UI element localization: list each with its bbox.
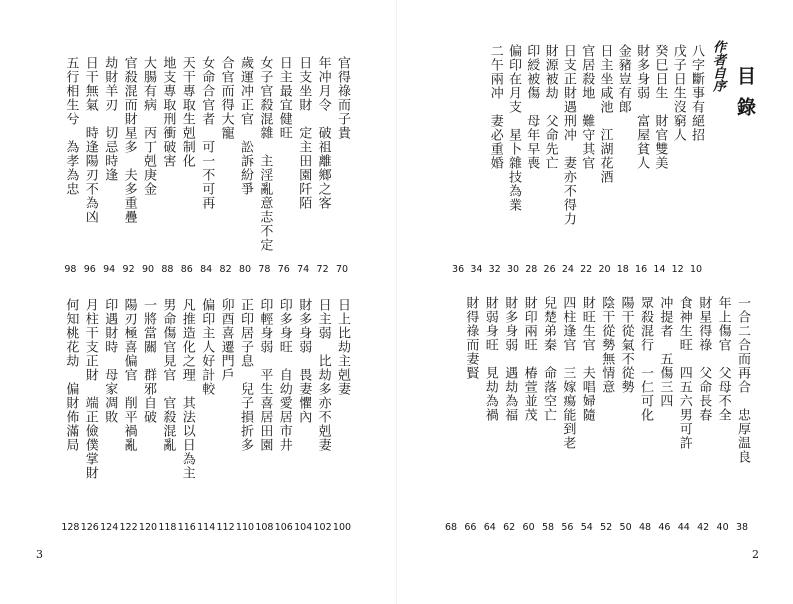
toc-entry: [62, 56, 78, 278]
toc-entry-title: 印遇財時 母家凋敗: [102, 298, 118, 424]
toc-entry: [198, 56, 214, 278]
toc-entry-page-number: 92: [122, 264, 135, 275]
toc-entry-page-number: 34: [470, 264, 483, 275]
toc-entry: [633, 44, 649, 278]
author-preface-heading: 作者自序: [710, 40, 725, 92]
toc-entry-title: 一合二合而再合 忠厚温良: [735, 296, 750, 464]
toc-entry-page-number: 102: [313, 522, 332, 533]
page-gutter: [396, 0, 397, 604]
toc-entry-title: 歲運冲正官 訟訴紛爭: [238, 56, 253, 196]
toc-entry: [121, 298, 137, 536]
toc-entry-title: 冲提者 五傷三四: [657, 296, 673, 408]
toc-entry-title: 偏印主人好計較: [199, 298, 215, 396]
toc-entry: [521, 296, 537, 536]
toc-entry-title: 偏印在月支 星卜雜技為業: [506, 44, 521, 212]
toc-entry-title: 男命傷官見官 官殺混亂: [160, 298, 176, 452]
toc-entry-title: 財多身弱 遇劫為福: [502, 296, 518, 422]
toc-entry-page-number: 128: [61, 522, 80, 533]
toc-entry-title: 官得祿而子貴: [335, 56, 350, 140]
toc-entry: [295, 56, 311, 278]
toc-entry: [82, 298, 98, 536]
toc-entry-page-number: 110: [235, 522, 255, 533]
toc-entry-title: 日支正財遇刑冲 妻亦不得力: [560, 44, 576, 226]
toc-entry-page-number: 124: [100, 522, 119, 533]
toc-entry: [237, 298, 253, 536]
toc-entry-title: 女子官殺混雜 主淫亂意志不定: [257, 56, 273, 252]
toc-entry: [542, 44, 558, 278]
toc-entry: [734, 296, 750, 536]
toc-entry: [462, 296, 478, 536]
toc-entry: [597, 44, 613, 278]
toc-entry: [101, 56, 117, 278]
toc-entry: [218, 298, 234, 536]
toc-entry-page-number: 96: [83, 264, 96, 275]
toc-entry-title: 官居殺地 難守其官: [579, 44, 595, 170]
toc-entry-title: 癸巳日生 財官雙美: [652, 44, 668, 170]
toc-entry-page-number: 46: [658, 522, 671, 533]
toc-entry: [618, 296, 634, 536]
toc-entry-title: 財得祿而妻賢: [463, 296, 479, 380]
toc-entry: [276, 56, 292, 278]
toc-entry-page-number: 56: [561, 522, 574, 533]
toc-entry-page-number: 88: [161, 264, 174, 275]
toc-entry-title: 財星得祿 父命長春: [696, 296, 712, 422]
toc-entry-page-number: 64: [483, 522, 496, 533]
toc-entry-page-number: 42: [697, 522, 710, 533]
toc-entry-page-number: 98: [64, 264, 77, 275]
toc-entry: [560, 44, 576, 278]
toc-heading: 目錄: [734, 66, 756, 128]
toc-entry-page-number: 86: [180, 264, 193, 275]
toc-entry: [334, 56, 350, 278]
toc-entry: [637, 296, 653, 536]
toc-entry-title: 合官而得大寵: [218, 56, 234, 140]
toc-entry: [676, 296, 692, 536]
left-page-number: 3: [36, 548, 43, 561]
toc-entry: [140, 56, 156, 278]
toc-entry: [656, 296, 672, 536]
toc-entry-page-number: 72: [316, 264, 329, 275]
toc-entry: [688, 44, 704, 278]
toc-entry-title: 日支坐財 定主田園阡陌: [296, 56, 312, 210]
toc-entry: [615, 44, 631, 278]
toc-entry-title: 月柱干支正財 端正儉僕掌財: [82, 298, 98, 480]
toc-entry-title: 陽刃極喜偏官 削平禍亂: [121, 298, 137, 452]
toc-entry-page-number: 78: [258, 264, 271, 275]
toc-entry: [468, 44, 484, 278]
toc-entry-title: 官殺混而財星多 夫多重疊: [121, 56, 137, 224]
toc-entry-title: 卯酉喜遷門戶: [218, 298, 234, 382]
toc-entry-title: 地支專取刑衝破害: [160, 56, 176, 168]
toc-entry-page-number: 12: [671, 264, 684, 275]
toc-entry: [256, 298, 272, 536]
toc-entry-page-number: 58: [541, 522, 555, 533]
toc-entry-page-number: 22: [580, 264, 593, 275]
toc-entry: [315, 56, 331, 278]
toc-entry: [443, 296, 459, 536]
toc-entry-title: 財源被劫 父命先亡: [542, 44, 558, 170]
toc-entry-page-number: 100: [332, 522, 352, 533]
toc-entry-page-number: 60: [522, 522, 535, 533]
toc-entry-page-number: 20: [598, 264, 611, 275]
toc-entry-title: 陽干從氣不從勢: [618, 296, 634, 394]
toc-entry-page-number: 54: [580, 522, 593, 533]
toc-entry-title: 何知桃花劫 偏財佈滿局: [63, 298, 79, 452]
toc-entry-page-number: 68: [444, 522, 458, 533]
toc-entry-title: 陰干從勢無情意: [599, 296, 615, 394]
toc-entry: [715, 296, 731, 536]
toc-entry-title: 年上傷官 父母不全: [715, 296, 731, 422]
toc-entry-title: 印輕身弱 平生喜居田園: [257, 298, 273, 452]
toc-entry-page-number: 44: [677, 522, 690, 533]
toc-entry-title: 日主坐咸池 江湖花酒: [597, 44, 613, 184]
toc-entry-title: 日上比劫主剋妻: [335, 298, 350, 396]
toc-entry-title: 劫財羊刃 切忌時逢: [102, 56, 118, 182]
toc-entry: [482, 296, 498, 536]
toc-entry-page-number: 108: [255, 522, 274, 533]
toc-entry-page-number: 38: [735, 522, 749, 533]
toc-entry-page-number: 40: [716, 522, 729, 533]
toc-entry-title: 食神生旺 四五六男可許: [676, 296, 692, 450]
toc-entry-title: 財印兩旺 椿萱並茂: [521, 296, 537, 422]
toc-entry-title: 凡推造化之理 其法以日為主: [179, 298, 195, 480]
toc-entry: [276, 298, 292, 536]
toc-entry-page-number: 112: [216, 522, 235, 533]
toc-entry: [501, 296, 517, 536]
toc-entry-page-number: 36: [452, 264, 465, 275]
toc-entry: [101, 298, 117, 536]
toc-entry-title: 正印居子息 兒子損折多: [238, 298, 253, 452]
toc-entry-title: 眾殺混行 一仁可化: [638, 296, 653, 422]
toc-entry-title: 印多身旺 自幼愛居市井: [276, 298, 292, 452]
toc-entry-title: 大腸有病 丙丁剋庚金: [141, 56, 156, 196]
toc-entry-title: 財多身弱 畏妻懼內: [296, 298, 312, 424]
toc-entry: [295, 298, 311, 536]
toc-entry-page-number: 84: [200, 264, 213, 275]
toc-entry: [237, 56, 253, 278]
toc-entry-page-number: 74: [297, 264, 310, 275]
toc-entry: [579, 296, 595, 536]
toc-entry: [159, 56, 175, 278]
toc-entry-page-number: 104: [294, 522, 313, 533]
toc-entry: [315, 298, 331, 536]
toc-entry-page-number: 90: [141, 264, 155, 275]
toc-entry-page-number: 50: [619, 522, 632, 533]
toc-entry-title: 金豬豈有郎: [615, 44, 631, 114]
toc-entry-page-number: 18: [616, 264, 629, 275]
right-page-number: 2: [752, 548, 759, 561]
toc-entry: [179, 56, 195, 278]
toc-entry-title: 戊子日生沒窮人: [670, 44, 686, 142]
toc-entry-title: 年冲月令 破祖離鄉之客: [315, 56, 331, 210]
toc-entry: [450, 44, 466, 278]
toc-entry-title: 八字斷事有絕招: [689, 44, 704, 142]
toc-entry-title: 四柱逢官 三嫁瘍能到老: [560, 296, 576, 450]
toc-entry-page-number: 114: [197, 522, 216, 533]
toc-entry-page-number: 10: [689, 264, 703, 275]
toc-entry: [598, 296, 614, 536]
toc-entry: [179, 298, 195, 536]
toc-entry-title: 日主最宜健旺: [276, 56, 292, 140]
toc-entry: [256, 56, 272, 278]
toc-entry: [140, 298, 156, 536]
toc-entry-page-number: 30: [506, 264, 520, 275]
toc-entry-page-number: 126: [80, 522, 99, 533]
toc-entry: [559, 296, 575, 536]
toc-entry-page-number: 62: [503, 522, 516, 533]
toc-entry-page-number: 26: [543, 264, 556, 275]
toc-entry-page-number: 70: [335, 264, 349, 275]
toc-entry-page-number: 94: [103, 264, 116, 275]
toc-entry-title: 二午兩冲 妻必重婚: [487, 44, 503, 170]
toc-entry-title: 五行相生兮 為孝為忠: [63, 56, 79, 196]
toc-entry-title: 日主弱 比劫多亦不剋妻: [315, 298, 331, 452]
toc-entry-page-number: 52: [600, 522, 613, 533]
toc-entry-title: 財多身弱 富屋貧人: [634, 44, 650, 170]
toc-entry-page-number: 122: [119, 522, 138, 533]
toc-entry: [121, 56, 137, 278]
toc-entry-page-number: 14: [653, 264, 666, 275]
toc-entry-title: 印綬被傷 母年早喪: [524, 44, 540, 170]
toc-entry-title: 日干無氣 時逢陽刃不為凶: [82, 56, 98, 224]
toc-entry-title: 兒楚弟秦 命落空亡: [541, 296, 556, 422]
toc-entry-page-number: 120: [138, 522, 158, 533]
toc-entry-title: 財旺生官 夫唱婦隨: [579, 296, 595, 422]
toc-entry: [540, 296, 556, 536]
toc-entry: [670, 44, 686, 278]
toc-entry: [198, 298, 214, 536]
toc-entry-page-number: 66: [464, 522, 477, 533]
toc-entry-page-number: 116: [177, 522, 196, 533]
toc-entry-page-number: 32: [488, 264, 501, 275]
toc-entry: [334, 298, 350, 536]
toc-entry: [523, 44, 539, 278]
toc-entry-page-number: 118: [158, 522, 177, 533]
toc-entry: [695, 296, 711, 536]
toc-entry: [159, 298, 175, 536]
toc-entry-title: 女命合官者 可一不可再: [199, 56, 215, 210]
toc-entry: [487, 44, 503, 278]
toc-entry: [505, 44, 521, 278]
toc-entry-page-number: 82: [219, 264, 232, 275]
toc-entry: [62, 298, 78, 536]
toc-entry-page-number: 76: [277, 264, 290, 275]
toc-entry: [578, 44, 594, 278]
toc-entry-title: 天干專取生剋制化: [179, 56, 195, 168]
toc-entry-page-number: 80: [238, 264, 252, 275]
toc-entry-page-number: 106: [274, 522, 293, 533]
toc-entry: [82, 56, 98, 278]
toc-entry: [218, 56, 234, 278]
toc-entry-page-number: 24: [561, 264, 574, 275]
toc-entry: [651, 44, 667, 278]
toc-entry-page-number: 48: [638, 522, 652, 533]
toc-entry-page-number: 16: [635, 264, 648, 275]
toc-entry-title: 一將當關 群邪自破: [141, 298, 156, 424]
toc-entry-title: 財弱身旺 見劫為禍: [482, 296, 498, 422]
toc-entry-page-number: 28: [525, 264, 538, 275]
